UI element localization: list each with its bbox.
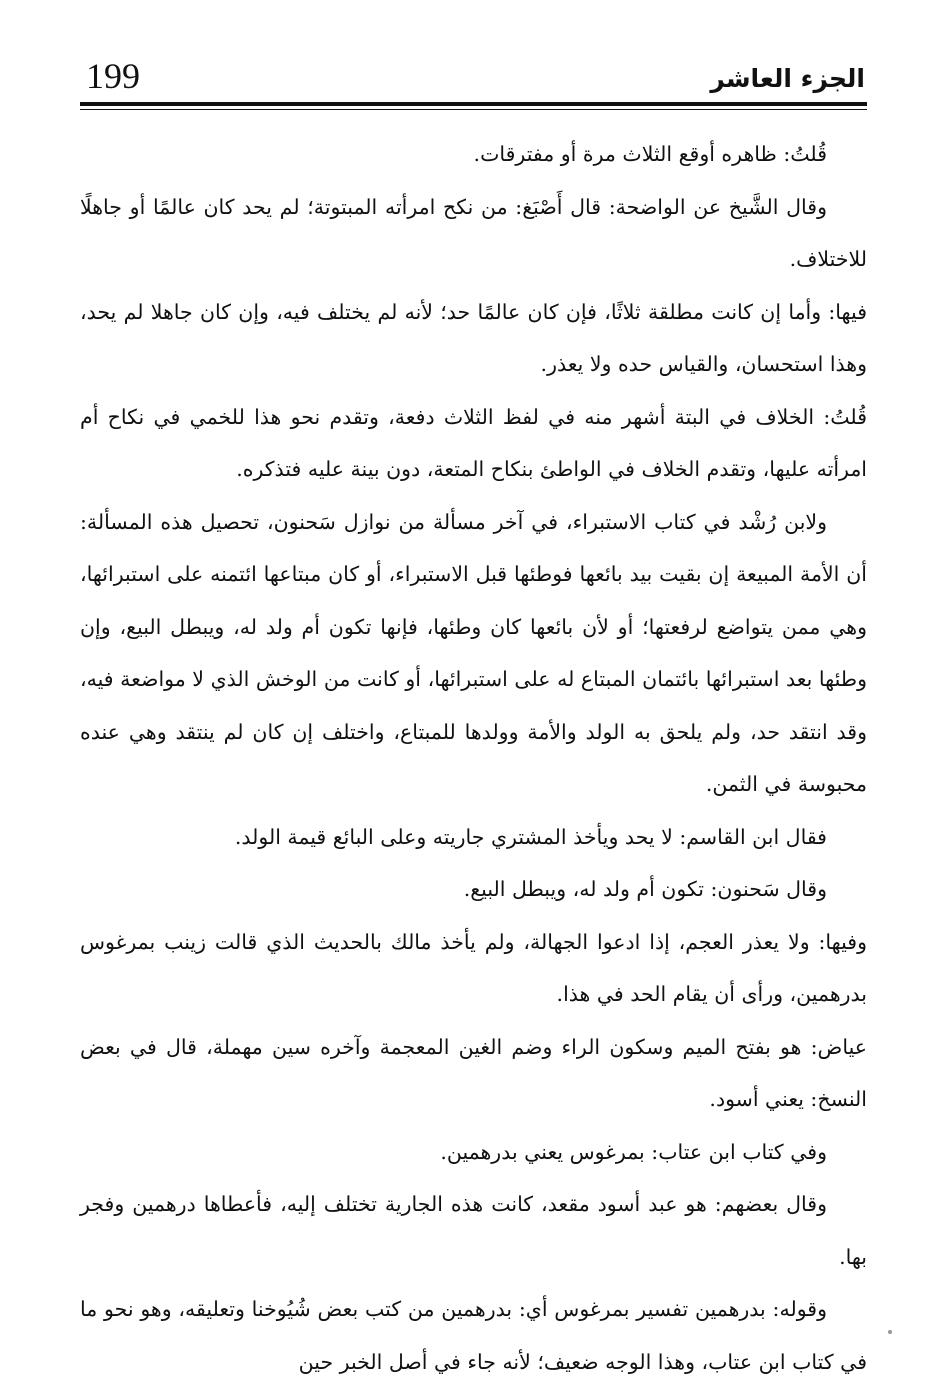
header-rule-thick	[80, 102, 867, 106]
body-text	[80, 128, 867, 1388]
paragraph: ولابن رُشْد في كتاب الاستبراء، في آخر مسألة من نوازل سَحنون، تحصيل هذه المسألة: أن الأمة المبيعة إن بقيت بيد بائعها فوطئها قبل الاستبراء، أو كان مبتاعها ائتمنه على استبرائها، وهي ممن يتواضع لرفعتها؛ أو لأن بائعها كان وطئها، فإنها تكون أم ولد له، ويبطل البيع، وإن وطئها بعد استبرائها بائتمان المبتاع له على استبرائها، أو كانت من الوخش الذي لا مواضعة فيه، وقد انتقد حد، ولم يلحق به الولد والأمة وولدها للمبتاع، واختلف إن كان لم ينتقد وهي عنده محبوسة في الثمن.	[80, 509, 867, 796]
page-number: 199	[86, 56, 140, 96]
paragraph: فيها: وأما إن كانت مطلقة ثلاثًا، فإن كان عالمًا حد؛ لأنه لم يختلف فيه، وإن كان جاهلا لم يحد، وهذا استحسان، والقياس حده ولا يعذر.	[80, 299, 867, 376]
paragraph: وقال سَحنون: تكون أم ولد له، ويبطل البيع.	[463, 877, 827, 901]
paragraph: قُلتُ: الخلاف في البتة أشهر منه في لفظ الثلاث دفعة، وتقدم نحو هذا للخمي في نكاح أم امرأته عليها، وتقدم الخلاف في الواطئ بنكاح المتعة، دون بينة عليه فتذكره.	[80, 404, 867, 481]
paragraph: قُلتُ: ظاهره أوقع الثلاث مرة أو مفترقات.	[473, 142, 827, 166]
paragraph: فقال ابن القاسم: لا يحد ويأخذ المشتري جاريته وعلى البائع قيمة الولد.	[234, 824, 827, 849]
paragraph: وفي كتاب ابن عتاب: بمرغوس يعني بدرهمين.	[440, 1139, 827, 1164]
paragraph: عياض: هو بفتح الميم وسكون الراء وضم الغين المعجمة وآخره سين مهملة، قال في بعض النسخ: يعني أسود.	[80, 1034, 867, 1111]
running-title: الجزء العاشر	[710, 64, 865, 93]
paragraph: وقوله: بدرهمين تفسير بمرغوس أي: بدرهمين من كتب بعض شُيُوخنا وتعليقه، وهو نحو ما في كتاب ابن عتاب، وهذا الوجه ضعيف؛ لأنه جاء في أصل الخبر حين	[80, 1297, 867, 1374]
page-header	[80, 52, 867, 102]
paragraph: وفيها: ولا يعذر العجم، إذا ادعوا الجهالة، ولم يأخذ مالك بالحديث الذي قالت زينب بمرغوس بدرهمين، ورأى أن يقام الحد في هذا.	[80, 929, 867, 1006]
paragraph: وقال بعضهم: هو عبد أسود مقعد، كانت هذه الجارية تختلف إليه، فأعطاها درهمين وفجر بها.	[80, 1192, 867, 1269]
margin-dot	[888, 1330, 892, 1334]
paragraph: وقال الشَّيخ عن الواضحة: قال أَصْبَغ: من نكح امرأته المبتوتة؛ لم يحد كان عالمًا أو جاهلًا للاختلاف.	[80, 194, 867, 271]
header-rule-thin	[80, 109, 867, 110]
